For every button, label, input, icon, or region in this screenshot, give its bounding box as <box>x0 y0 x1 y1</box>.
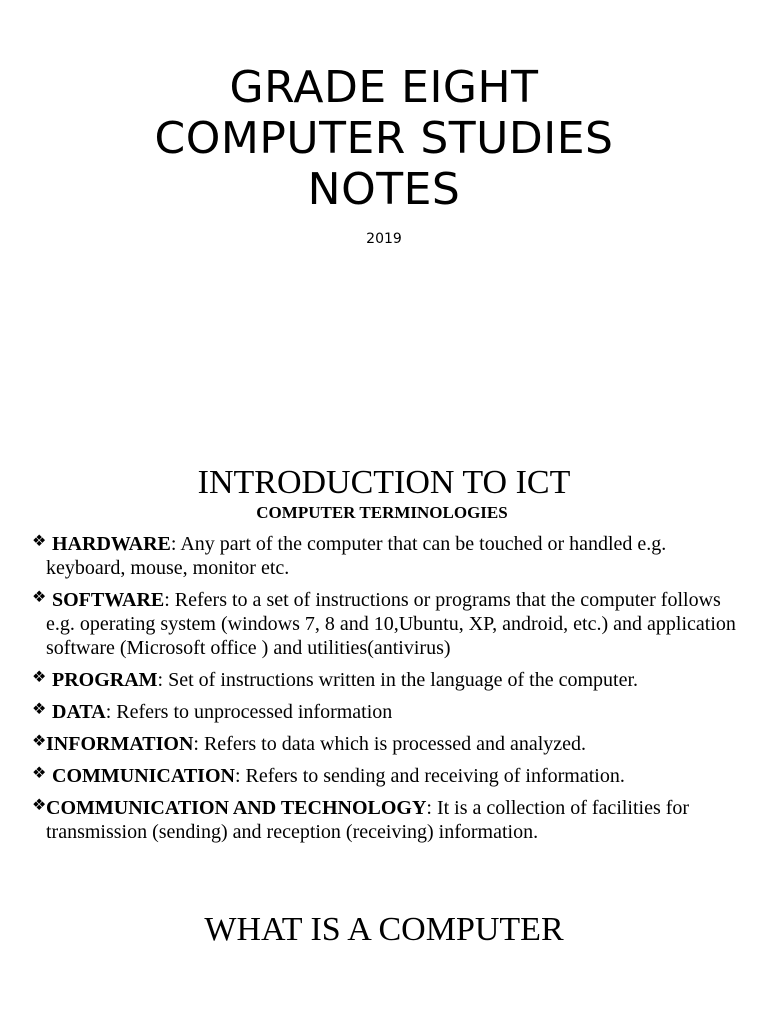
term-program <box>32 668 744 692</box>
term-name: INFORMATION <box>46 733 194 755</box>
term-communication-and-technology <box>32 796 744 844</box>
title-line: GRADE EIGHT <box>229 62 539 113</box>
title-line: COMPUTER STUDIES <box>154 113 614 164</box>
term-definition: : Any part of the computer that can be touched or handled e.g. keyboard, mouse, monitor etc. <box>46 533 667 579</box>
term-name: DATA <box>52 701 106 723</box>
term-definition: : Set of instructions written in the language of the computer. <box>157 669 638 691</box>
terminology-list <box>32 532 744 852</box>
term-software <box>32 588 744 660</box>
term-definition: : Refers to sending and receiving of information. <box>234 765 625 787</box>
term-communication <box>32 764 744 788</box>
term-name: COMMUNICATION <box>52 765 235 787</box>
document-title <box>0 62 768 215</box>
intro-heading: INTRODUCTION TO ICT <box>197 464 571 501</box>
year-label: 2019 <box>366 231 402 247</box>
four-diamond-bullet-icon: ❖ <box>32 669 47 686</box>
title-line: NOTES <box>307 164 461 215</box>
term-definition: : It is a collection of facilities for transmission (sending) and reception (receiving) information. <box>46 797 690 843</box>
term-name: PROGRAM <box>52 669 158 691</box>
four-diamond-bullet-icon: ❖ <box>32 797 47 814</box>
four-diamond-bullet-icon: ❖ <box>32 533 47 550</box>
four-diamond-bullet-icon: ❖ <box>32 765 47 782</box>
term-name: SOFTWARE <box>52 589 165 611</box>
four-diamond-bullet-icon: ❖ <box>32 701 47 718</box>
term-data <box>32 700 744 724</box>
terminologies-subheading: COMPUTER TERMINOLOGIES <box>256 503 508 522</box>
term-definition: : Refers to data which is processed and analyzed. <box>193 733 587 755</box>
term-information <box>32 732 744 756</box>
term-definition: : Refers to unprocessed information <box>105 701 393 723</box>
four-diamond-bullet-icon: ❖ <box>32 589 47 606</box>
term-name: COMMUNICATION AND TECHNOLOGY <box>46 797 427 819</box>
four-diamond-bullet-icon: ❖ <box>32 733 47 750</box>
term-name: HARDWARE <box>52 533 171 555</box>
term-hardware <box>32 532 744 580</box>
term-definition: : Refers to a set of instructions or programs that the computer follows e.g. operating system (windows 7, 8 and 10,Ubuntu, XP, android, etc.) and application software (Microsoft office ) and utilities(antivirus) <box>46 589 736 659</box>
what-is-computer-heading: WHAT IS A COMPUTER <box>204 911 564 948</box>
